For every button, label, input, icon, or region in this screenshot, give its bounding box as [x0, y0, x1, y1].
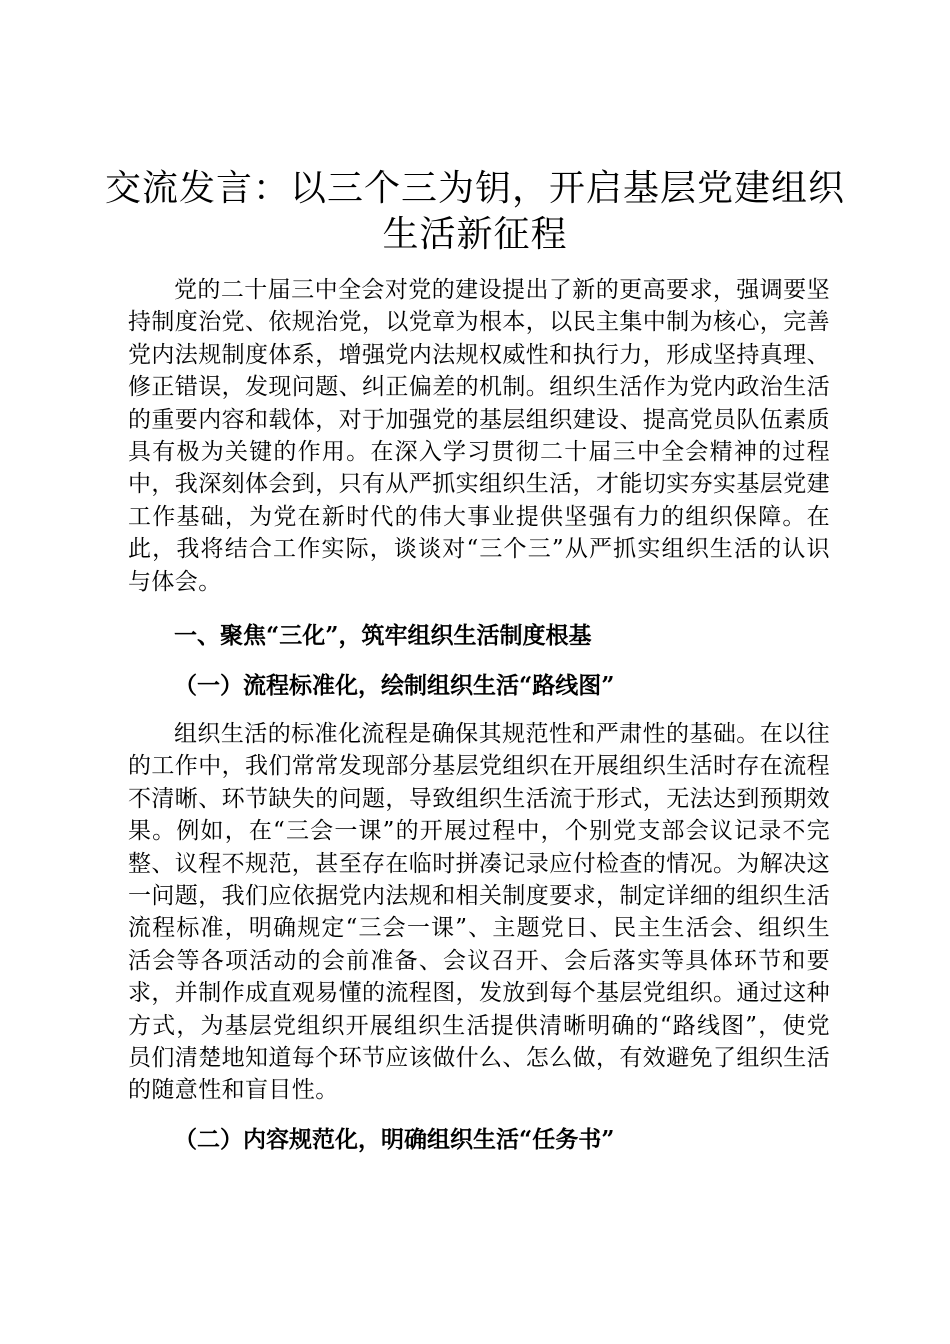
document-title: 交流发言：以三个三为钥，开启基层党建组织生活新征程 [104, 168, 845, 255]
subsection-1-heading: （一）流程标准化，绘制组织生活“路线图” [174, 672, 615, 699]
intro-paragraph: 党的二十届三中全会对党的建设提出了新的更高要求，强调要坚持制度治党、依规治党，以党章为根本，以民主集中制为核心，完善党内法规制度体系，增强党内法规权威性和执行力，形成坚持真理、修正错误，发现问题、纠正偏差的机制。组织生活作为党内政治生活的重要内容和载体，对于加强党的基层组织建设、提高党员队伍素质具有极为关键的作用。在深入学习贯彻二十届三中全会精神的过程中，我深刻体会到，只有从严抓实组织生活，才能切实夯实基层党建工作基础，为党在新时代的伟大事业提供坚强有力的组织保障。在此，我将结合工作实际，谈谈对“三个三”从严抓实组织生活的认识与体会。 [128, 277, 830, 595]
subsection-2-heading: （二）内容规范化，明确组织生活“任务书” [174, 1126, 615, 1153]
subsection-1-body: 组织生活的标准化流程是确保其规范性和严肃性的基础。在以往的工作中，我们常常发现部分基层党组织在开展组织生活时存在流程不清晰、环节缺失的问题，导致组织生活流于形式，无法达到预期效果。例如，在“三会一课”的开展过程中，个别党支部会议记录不完整、议程不规范，甚至存在临时拼凑记录应付检查的情况。为解决这一问题，我们应依据党内法规和相关制度要求，制定详细的组织生活流程标准，明确规定“三会一课”、主题党日、民主生活会、组织生活会等各项活动的会前准备、会议召开、会后落实等具体环节和要求，并制作成直观易懂的流程图，发放到每个基层党组织。通过这种方式，为基层党组织开展组织生活提供清晰明确的“路线图”，使党员们清楚地知道每个环节应该做什么、怎么做，有效避免了组织生活的随意性和盲目性。 [128, 721, 830, 1104]
section-1-heading: 一、聚焦“三化”，筑牢组织生活制度根基 [174, 622, 592, 649]
